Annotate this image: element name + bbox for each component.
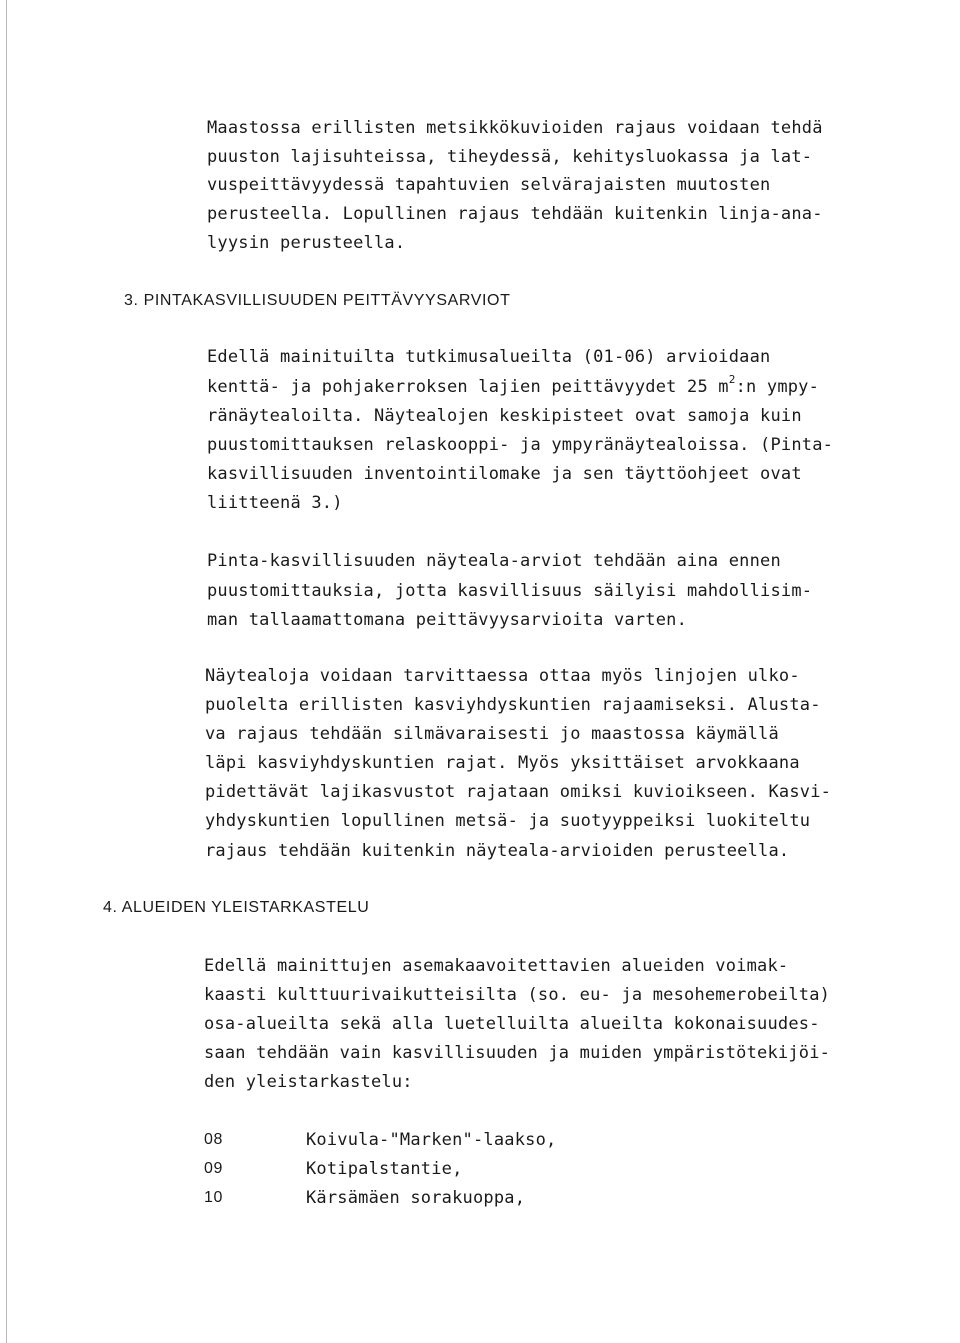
text-line: kaasti kulttuurivaikutteisilta (so. eu- ja mesohemerobeilta) [204,985,831,1005]
text-line: lyysin perusteella. [207,233,406,253]
text-line: Pinta-kasvillisuuden näyteala-arviot tehdään aina ennen [207,551,781,571]
text-line: den yleistarkastelu: [204,1072,413,1092]
text-line: yhdyskuntien lopullinen metsä- ja suotyyppeiksi luokiteltu [205,811,811,831]
text-line: läpi kasviyhdyskuntien rajat. Myös yksittäiset arvokkaana [205,753,800,773]
superscript: 2 [728,373,736,387]
area-name: Koivula-"Marken"-laakso, [306,1130,557,1150]
text-line: puustomittauksia, jotta kasvillisuus säilyisi mahdollisim- [207,581,813,601]
text-line: puuston lajisuhteissa, tiheydessä, kehitysluokassa ja lat- [207,147,813,167]
text-line: Edellä mainittujen asemakaavoitettavien alueiden voimak- [204,956,789,976]
text-line-with-superscript [207,373,820,398]
text-line: puolelta erillisten kasviyhdyskuntien rajaamiseksi. Alusta- [205,695,821,715]
text-line: Maastossa erillisten metsikkökuvioiden rajaus voidaan tehdä [207,118,823,138]
text-line: saan tehdään vain kasvillisuuden ja muiden ympäristötekijöi- [204,1043,831,1063]
area-name: Kärsämäen sorakuoppa, [306,1188,526,1208]
section-4-heading: 4. ALUEIDEN YLEISTARKASTELU [103,899,370,916]
area-name: Kotipalstantie, [306,1159,463,1179]
text-line: Näytealoja voidaan tarvittaessa ottaa myös linjojen ulko- [205,666,800,686]
text-line: pidettävät lajikasvustot rajataan omiksi kuvioikseen. Kasvi- [205,782,832,802]
area-number: 10 [204,1189,223,1206]
text-line: liitteenä 3.) [207,493,343,513]
text-line: puustomittauksen relaskooppi- ja ympyränäytealoissa. (Pinta- [207,435,834,455]
text-line: man tallaamattomana peittävyysarvioita varten. [207,610,688,630]
scan-page-edge [6,0,7,1343]
section-3-heading: 3. PINTAKASVILLISUUDEN PEITTÄVYYSARVIOT [124,292,511,309]
text-segment: kenttä- ja pohjakerroksen lajien peittävyydet 25 m [207,377,729,397]
text-line: va rajaus tehdään silmävaraisesti jo maastossa käymällä [205,724,779,744]
text-line: Edellä mainituilta tutkimusalueilta (01-06) arvioidaan [207,347,771,367]
area-number: 08 [204,1131,223,1148]
text-line: vuspeittävyydessä tapahtuvien selvärajaisten muutosten [207,175,771,195]
area-number: 09 [204,1160,223,1177]
text-line: kasvillisuuden inventointilomake ja sen täyttöohjeet ovat [207,464,802,484]
text-line: rajaus tehdään kuitenkin näyteala-arvioiden perusteella. [205,841,790,861]
text-segment: :n ympy- [735,377,820,397]
text-line: ränäytealoilta. Näytealojen keskipisteet ovat samoja kuin [207,406,802,426]
text-line: perusteella. Lopullinen rajaus tehdään kuitenkin linja-ana- [207,204,823,224]
text-line: osa-alueilta sekä alla luetelluilta alueilta kokonaisuudes- [204,1014,820,1034]
